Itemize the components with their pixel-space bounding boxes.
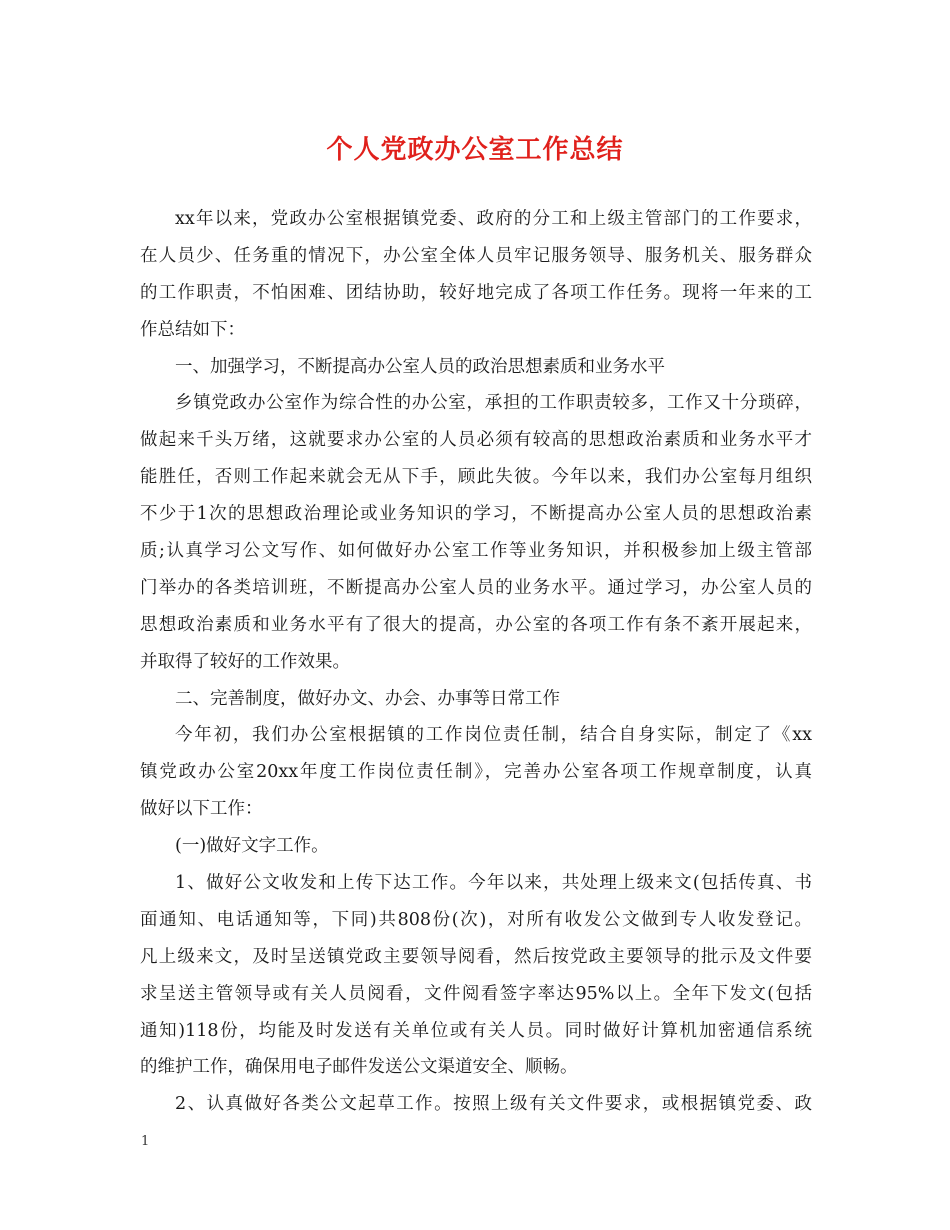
body-line: 的工作职责，不怕困难、团结协助，较好地完成了各项工作任务。现将一年来的工 [140,282,812,303]
body-line: 做好以下工作： [140,799,263,820]
body-line: 的维护工作，确保用电子邮件发送公文渠道安全、顺畅。 [140,1057,578,1078]
body-line: 做起来千头万绪，这就要求办公室的人员必须有较高的思想政治素质和业务水平才 [140,430,812,451]
body-line: 通知)118份，均能及时发送有关单位或有关人员。同时做好计算机加密通信系统 [140,1020,812,1041]
body-line: 二、完善制度，做好办文、办会、办事等日常工作 [175,688,560,709]
body-line: 不少于1次的思想政治理论或业务知识的学习，不断提高办公室人员的思想政治素 [140,504,812,525]
body-line: 镇党政办公室20xx年度工作岗位责任制》，完善办公室各项工作规章制度，认真 [140,762,812,783]
page-number: 1 [141,1134,150,1149]
body-line: 能胜任，否则工作起来就会无从下手，顾此失彼。今年以来，我们办公室每月组织 [140,467,812,488]
body-line: 思想政治素质和业务水平有了很大的提高，办公室的各项工作有条不紊开展起来， [140,614,812,635]
body-line: 凡上级来文，及时呈送镇党政主要领导阅看，然后按党政主要领导的批示及文件要 [140,946,812,967]
body-line: xx年以来，党政办公室根据镇党委、政府的分工和上级主管部门的工作要求， [175,209,812,229]
body-line: 在人员少、任务重的情况下，办公室全体人员牢记服务领导、服务机关、服务群众 [140,245,812,266]
body-line: 乡镇党政办公室作为综合性的办公室，承担的工作职责较多，工作又十分琐碎， [175,393,812,414]
body-line: (一)做好文字工作。 [175,836,329,857]
body-line: 门举办的各类培训班，不断提高办公室人员的业务水平。通过学习，办公室人员的 [140,577,812,598]
body-line: 一、加强学习，不断提高办公室人员的政治思想素质和业务水平 [175,356,665,377]
body-line: 1、做好公文收发和上传下达工作。今年以来，共处理上级来文(包括传真、书 [175,873,812,894]
body-line: 作总结如下： [140,319,245,340]
body-line: 面通知、电话通知等，下同)共808份(次)，对所有收发公文做到专人收发登记。 [140,909,812,930]
document-body [140,201,812,1123]
body-line: 今年初，我们办公室根据镇的工作岗位责任制，结合自身实际，制定了《xx [175,725,812,746]
body-line: 并取得了较好的工作效果。 [140,651,350,672]
body-line: 2、认真做好各类公文起草工作。按照上级有关文件要求，或根据镇党委、政 [175,1094,812,1115]
body-line: 质;认真学习公文写作、如何做好办公室工作等业务知识，并积极参加上级主管部 [140,541,812,562]
document-title: 个人党政办公室工作总结 [326,135,624,165]
body-line: 求呈送主管领导或有关人员阅看，文件阅看签字率达95%以上。全年下发文(包括 [140,983,812,1004]
